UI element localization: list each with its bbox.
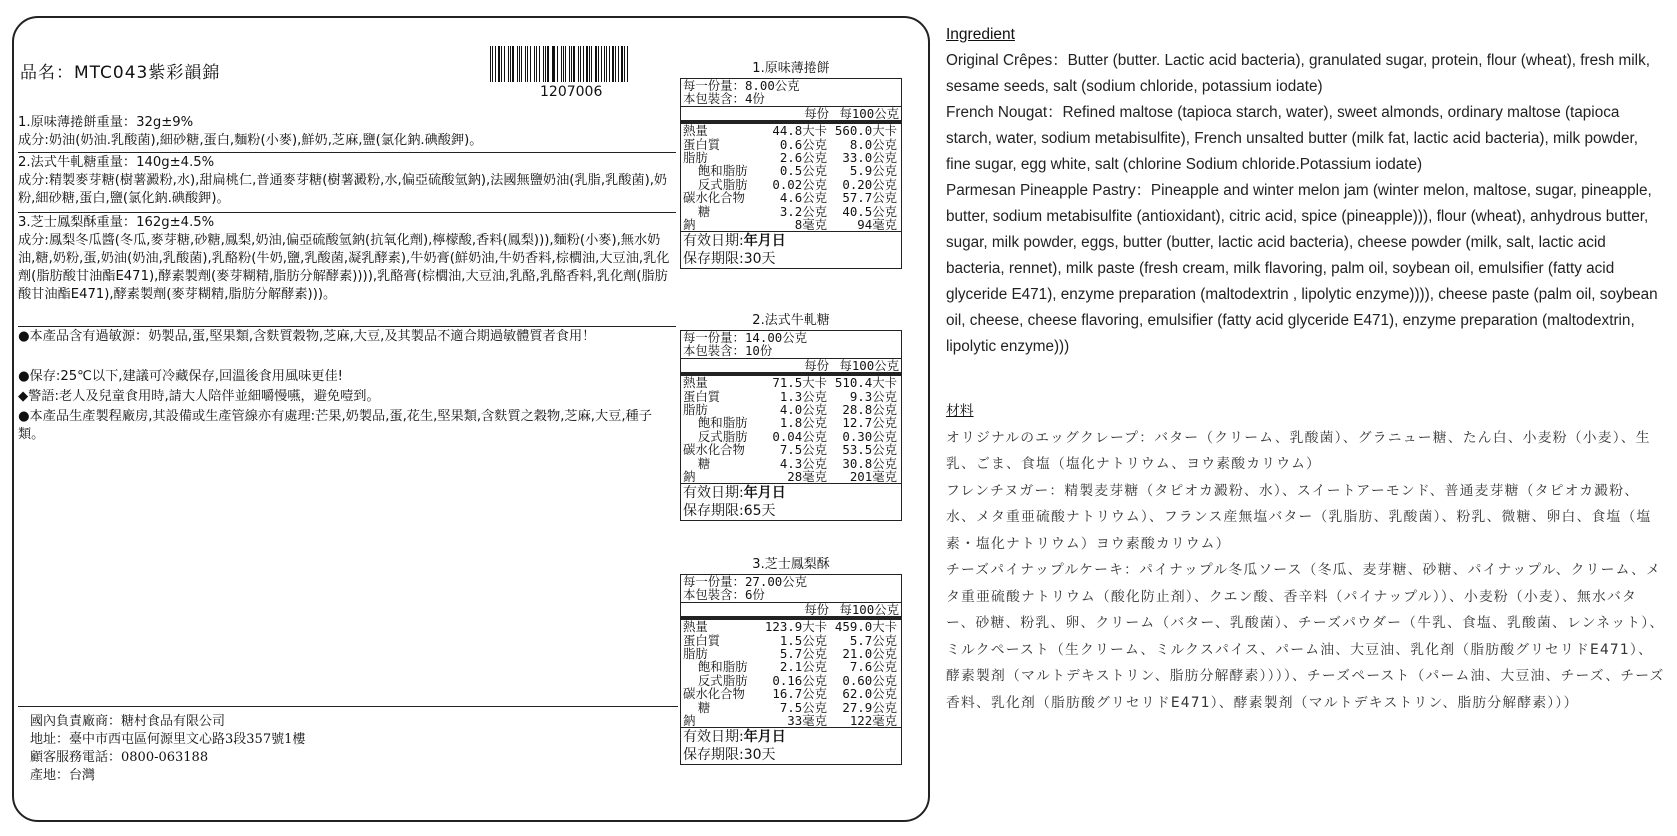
nutrient-name: 脂肪 xyxy=(683,646,708,662)
nutrient-per-serving: 2.1公克 xyxy=(779,659,827,675)
nutrient-per-100g: 21.0公克 xyxy=(842,646,897,662)
section-1-body: 成分:奶油(奶油.乳酸菌),細砂糖,蛋白,麵粉(小麥),鮮奶,芝麻,鹽(氯化鈉.碘酸鉀)。 xyxy=(18,133,483,148)
barcode-bar xyxy=(512,46,514,82)
address: 地址：臺中市西屯區何源里文心路3段357號1樓 xyxy=(30,732,306,747)
barcode-bar xyxy=(561,46,562,82)
nutrient-per-serving: 71.5大卡 xyxy=(772,375,827,391)
nutrient-per-serving: 33毫克 xyxy=(787,713,827,729)
nutrition-box-3 xyxy=(680,556,902,765)
nutrient-per-serving: 1.3公克 xyxy=(779,388,827,404)
nutrient-per-serving: 1.8公克 xyxy=(779,415,827,431)
nutrient-per-serving: 7.5公克 xyxy=(779,442,827,458)
col-per-100g: 每100公克 xyxy=(839,105,899,121)
barcode-bar xyxy=(495,46,496,82)
nutrition-table xyxy=(680,574,902,765)
nutrient-row xyxy=(681,178,901,191)
expiry-date: 有效日期:年月日 xyxy=(683,485,786,502)
nutrient-per-100g: 62.0公克 xyxy=(842,686,897,702)
nutrient-row xyxy=(681,647,901,660)
nutrient-per-serving: 8毫克 xyxy=(794,217,827,233)
barcode-bar xyxy=(609,46,610,82)
nutrient-row xyxy=(681,443,901,456)
nutrient-name: 蛋白質 xyxy=(683,136,721,152)
barcode-bar xyxy=(591,46,592,82)
servings-per-pack: 本包裝含：6份 xyxy=(683,587,765,603)
nutrient-name: 反式脂肪 xyxy=(683,176,748,192)
barcode-bar xyxy=(530,46,531,82)
divider xyxy=(18,326,676,327)
nutrient-name: 鈉 xyxy=(683,217,696,233)
shelf-life: 保存期限:65天 xyxy=(683,503,776,520)
expiry-date: 有效日期:年月日 xyxy=(683,729,786,746)
barcode-bar xyxy=(504,46,505,82)
nutrient-per-serving: 2.6公克 xyxy=(779,150,827,166)
barcode-bar xyxy=(543,46,544,82)
barcode-bar xyxy=(606,46,607,82)
nutrient-per-serving: 0.04公克 xyxy=(772,428,827,444)
nutrient-per-100g: 28.8公克 xyxy=(842,402,897,418)
barcode-bar xyxy=(571,46,572,82)
nutrient-row xyxy=(681,416,901,429)
barcode-bar xyxy=(539,46,540,82)
nutrition-title: 3.芝士鳳梨酥 xyxy=(752,557,830,572)
nutrient-per-serving: 1.5公克 xyxy=(779,632,827,648)
nutrient-name: 碳水化合物 xyxy=(683,686,745,702)
nutrient-per-100g: 7.6公克 xyxy=(849,659,897,675)
nutrient-name: 糖 xyxy=(683,203,711,219)
section-3-body: 成分:鳳梨冬瓜醬(冬瓜,麥芽糖,砂糖,鳳梨,奶油,偏亞硫酸氫鈉(抗氧化劑),檸檬酸,香料(鳳梨))),麵粉(小麥),無水奶油,糖,奶粉,蛋,奶油(奶油,乳酸菌),乳酪粉(牛奶,鹽,乳酸菌,凝乳酵素),牛奶膏(鮮奶油,牛奶香料,棕櫚油,大豆油,乳化劑(脂肪酸甘油酯E471),酵素製劑(麥芽糊精,脂肪分解酵素)))),乳酪膏(棕櫚油,大豆油,乳酪,乳酪香料,乳化劑(脂肪酸甘油酯E471),酵素製劑(麥芽糊精,脂肪分解酵素)))。 xyxy=(18,233,670,302)
barcode-bar xyxy=(508,46,509,82)
english-ingredients xyxy=(946,22,1666,360)
nutrient-row xyxy=(681,430,901,443)
nutrient-name: 蛋白質 xyxy=(683,632,721,648)
barcode-bar xyxy=(517,46,518,82)
barcode-bar xyxy=(527,46,528,82)
english-heading: Ingredient xyxy=(946,26,1015,43)
nutrient-row xyxy=(681,218,901,231)
nutrition-title: 1.原味薄捲餅 xyxy=(752,61,830,76)
barcode-bar xyxy=(589,46,590,82)
nutrient-per-serving: 44.8大卡 xyxy=(772,123,827,139)
barcode-bar xyxy=(586,46,587,82)
japanese-paragraph-crepes: オリジナルのエッグクレープ：バター（クリーム、乳酸菌）、グラニュー糖、たん白、小麦粉（小麦）、生乳、ごま、食塩（塩化ナトリウム、ヨウ素酸カリウム） xyxy=(946,429,1651,472)
nutrient-name: 糖 xyxy=(683,455,711,471)
barcode-bar xyxy=(519,46,520,82)
nutrient-per-100g: 0.60公克 xyxy=(842,672,897,688)
nutrient-per-serving: 4.3公克 xyxy=(779,455,827,471)
nutrient-per-100g: 27.9公克 xyxy=(842,699,897,715)
serving-size: 每一份量：27.00公克 xyxy=(683,574,808,589)
section-3-heading: 3.芝士鳳梨酥重量：162g±4.5% xyxy=(18,215,215,230)
nutrient-name: 反式脂肪 xyxy=(683,672,748,688)
nutrient-per-100g: 510.4大卡 xyxy=(834,375,897,391)
english-paragraph-nougat: French Nougat：Refined maltose (tapioca starch, water), sweet almonds, ordinary maltose (tapioca starch, water, sodium metabisulfite), French unsalted butter (milk fat, lactic acid bacteria), milk powder, fine sugar, egg white, salt (chlorine Sodium chloride.Potassium iodate) xyxy=(946,104,1639,173)
nutrient-row xyxy=(681,138,901,151)
nutrient-row xyxy=(681,714,901,727)
nutrient-row xyxy=(681,151,901,164)
barcode-bar xyxy=(501,46,502,82)
nutrient-row xyxy=(681,701,901,714)
nutrient-per-100g: 57.7公克 xyxy=(842,190,897,206)
expiry-date: 有效日期:年月日 xyxy=(683,233,786,250)
english-paragraph-crepes: Original Crêpes：Butter (butter. Lactic acid bacteria), granulated sugar, protein, flour (wheat), fresh milk, sesame seeds, salt (sodium chloride, potassium iodate) xyxy=(946,52,1650,95)
barcode-bar xyxy=(595,46,597,82)
nutrient-row xyxy=(681,191,901,204)
nutrient-name: 碳水化合物 xyxy=(683,442,745,458)
nutrient-row xyxy=(681,457,901,470)
nutrient-row xyxy=(681,376,901,389)
barcode-bar xyxy=(521,46,522,82)
barcode-bar xyxy=(525,46,526,82)
allergen-note: ●本產品含有過敏源：奶製品,蛋,堅果類,含麩質穀物,芝麻,大豆,及其製品不適合期過敏體質者食用！ xyxy=(18,329,596,344)
serving-size: 每一份量：8.00公克 xyxy=(683,78,800,93)
nutrient-per-serving: 7.5公克 xyxy=(779,699,827,715)
japanese-paragraph-nougat: フレンチヌガー：精製麦芽糖（タピオカ澱粉、水）、スイートアーモンド、普通麦芽糖（タピオカ澱粉、水、メタ重亜硫酸ナトリウム）、フランス産無塩バター（乳脂肪、乳酸菌）、粉乳、微糖、卵白、食塩（塩素・塩化ナトリウム）ヨウ素酸カリウム） xyxy=(946,482,1652,552)
nutrient-name: 飽和脂肪 xyxy=(683,163,748,179)
barcode-bar xyxy=(618,46,619,82)
japanese-ingredients xyxy=(946,398,1666,716)
nutrient-per-100g: 9.3公克 xyxy=(849,388,897,404)
nutrient-per-100g: 30.8公克 xyxy=(842,455,897,471)
nutrient-row xyxy=(681,390,901,403)
warning-note: ◆警語:老人及兒童食用時,請大人陪伴並細嚼慢嚥，避免噎到。 xyxy=(18,389,380,404)
servings-per-pack: 本包裝含：4份 xyxy=(683,91,765,107)
nutrient-per-serving: 3.2公克 xyxy=(779,203,827,219)
nutrient-row xyxy=(681,403,901,416)
barcode-bar xyxy=(615,46,616,82)
barcode-bar xyxy=(553,46,555,82)
english-paragraph-pastry: Parmesan Pineapple Pastry：Pineapple and winter melon jam (winter melon, maltose, sugar, pineapple, butter, sodium metabisulfite (antioxidant), citric acid, spice (pineapple))), flour (wheat), anhydrous butter, sugar, milk powder, eggs, butter (butter, lactic acid bacteria), cheese powder (milk, salt, lactic acid bacteria, rennet), milk paste (fresh cream, milk flavoring, palm oil, soybean oil, emulsifier (fatty acid glyceride E471), enzyme preparation (maltodextrin , lipolytic enzyme)))), cheese paste (palm oil, soybean oil, cheese, cheese flavoring, emulsifier (fatty acid glyceride E471), enzyme preparation (maltodextrin, lipolytic enzyme))) xyxy=(946,182,1658,355)
section-2-body: 成分:精製麥芽糖(樹薯澱粉,水),甜扁桃仁,普通麥芽糖(樹薯澱粉,水,偏亞硫酸氫鈉),法國無鹽奶油(乳脂,乳酸菌),奶粉,細砂糖,蛋白,鹽(氯化鈉.碘酸鉀)。 xyxy=(18,173,668,206)
nutrient-name: 碳水化合物 xyxy=(683,190,745,206)
nutrient-row xyxy=(681,124,901,137)
col-per-serving: 每份 xyxy=(804,357,829,373)
nutrient-per-100g: 53.5公克 xyxy=(842,442,897,458)
divider xyxy=(18,152,676,153)
barcode-number: 1207006 xyxy=(540,84,603,100)
manufacturer: 國內負責廠商：糖村食品有限公司 xyxy=(30,714,226,729)
nutrient-per-100g: 33.0公克 xyxy=(842,150,897,166)
barcode-bar xyxy=(490,46,491,82)
nutrient-name: 糖 xyxy=(683,699,711,715)
japanese-heading: 材料 xyxy=(946,403,974,418)
barcode-bar xyxy=(563,46,564,82)
nutrient-per-100g: 459.0大卡 xyxy=(834,619,897,635)
nutrient-per-100g: 5.7公克 xyxy=(849,632,897,648)
column-headers xyxy=(681,358,901,372)
col-per-serving: 每份 xyxy=(804,105,829,121)
nutrient-row xyxy=(681,164,901,177)
nutrient-per-100g: 201毫克 xyxy=(849,469,897,485)
nutrient-per-serving: 0.16公克 xyxy=(772,672,827,688)
nutrient-per-serving: 123.9大卡 xyxy=(764,619,827,635)
nutrition-table xyxy=(680,78,902,269)
nutrient-per-100g: 5.9公克 xyxy=(849,163,897,179)
facility-note: ●本產品生產製程廠房,其設備或生產管線亦有處理:芒果,奶製品,蛋,花生,堅果類,含麩質之穀物,芝麻,大豆,種子類。 xyxy=(18,409,652,442)
column-headers xyxy=(681,602,901,616)
barcode-bar xyxy=(601,46,602,82)
nutrient-name: 熱量 xyxy=(683,619,708,635)
nutrient-per-100g: 94毫克 xyxy=(857,217,897,233)
nutrient-name: 鈉 xyxy=(683,713,696,729)
barcode-bar xyxy=(534,46,536,82)
section-2-heading: 2.法式牛軋糖重量：140g±4.5% xyxy=(18,155,215,170)
divider xyxy=(18,212,676,213)
nutrient-per-serving: 4.0公克 xyxy=(779,402,827,418)
col-per-100g: 每100公克 xyxy=(839,357,899,373)
nutrient-name: 蛋白質 xyxy=(683,388,721,404)
barcode-bar xyxy=(624,46,625,82)
barcode-bar xyxy=(612,46,613,82)
barcode-bar xyxy=(604,46,605,82)
nutrient-per-100g: 12.7公克 xyxy=(842,415,897,431)
nutrient-per-serving: 5.7公克 xyxy=(779,646,827,662)
nutrient-name: 脂肪 xyxy=(683,402,708,418)
nutrient-per-serving: 4.6公克 xyxy=(779,190,827,206)
nutrient-name: 飽和脂肪 xyxy=(683,659,748,675)
barcode-bar xyxy=(557,46,558,82)
nutrient-name: 熱量 xyxy=(683,375,708,391)
nutrient-row xyxy=(681,660,901,673)
col-per-100g: 每100公克 xyxy=(839,601,899,617)
nutrient-per-100g: 560.0大卡 xyxy=(834,123,897,139)
nutrition-box-1 xyxy=(680,60,902,269)
servings-per-pack: 本包裝含：10份 xyxy=(683,343,773,359)
barcode-bar xyxy=(547,46,548,82)
nutrition-title: 2.法式牛軋糖 xyxy=(752,313,830,328)
nutrient-name: 脂肪 xyxy=(683,150,708,166)
nutrient-row xyxy=(681,687,901,700)
footer-divider xyxy=(18,706,678,707)
nutrition-table xyxy=(680,330,902,521)
section-1-heading: 1.原味薄捲餅重量：32g±9% xyxy=(18,115,194,130)
nutrient-row xyxy=(681,674,901,687)
nutrient-row xyxy=(681,620,901,633)
nutrient-per-serving: 0.02公克 xyxy=(772,176,827,192)
nutrient-row xyxy=(681,634,901,647)
barcode-bar xyxy=(510,46,511,82)
product-name: 品名：MTC043紫彩韻錦 xyxy=(20,63,221,83)
barcode-bar xyxy=(598,46,599,82)
nutrient-per-100g: 0.20公克 xyxy=(842,176,897,192)
barcode-bar xyxy=(498,46,500,82)
nutrient-per-serving: 16.7公克 xyxy=(772,686,827,702)
barcode-bar xyxy=(569,46,570,82)
barcode-bar xyxy=(573,46,575,82)
japanese-paragraph-pastry: チーズパイナップルケーキ：パイナップル冬瓜ソース（冬瓜、麦芽糖、砂糖、パイナップル、クリーム、メタ重亜硫酸ナトリウム（酸化防止剤）、クエン酸、香辛料（パイナップル））、小麦粉（小麦）、無水バター、砂糖、粉乳、卵、クリーム（バター、乳酸菌）、チーズパウダー（牛乳、食塩、乳酸菌、レンネット）、ミルクペースト（生クリーム、ミルクスパイス、パーム油、大豆油、乳化剤（脂肪酸グリセリドE471）、酵素製剤（マルトデキストリン、脂肪分解酵素））））、チーズペースト（パーム油、大豆油、チーズ、チーズ香料、乳化剤（脂肪酸グリセリドE471）、酵素製剤（マルトデキストリン、脂肪分解酵素））） xyxy=(946,562,1665,711)
nutrient-per-100g: 40.5公克 xyxy=(842,203,897,219)
nutrient-per-100g: 122毫克 xyxy=(849,713,897,729)
barcode-bar xyxy=(580,46,581,82)
nutrient-per-serving: 0.6公克 xyxy=(779,136,827,152)
storage-note: ●保存:25℃以下,建議可冷藏保存,回溫後食用風味更佳! xyxy=(18,369,343,384)
barcode-bar xyxy=(627,46,628,82)
nutrient-row xyxy=(681,205,901,218)
nutrient-per-100g: 8.0公克 xyxy=(849,136,897,152)
barcode-bar xyxy=(565,46,566,82)
origin: 產地：台灣 xyxy=(30,768,96,783)
barcode-bar xyxy=(621,46,623,82)
barcode-bar xyxy=(583,46,584,82)
column-headers xyxy=(681,106,901,120)
nutrient-per-serving: 0.5公克 xyxy=(779,163,827,179)
nutrient-name: 熱量 xyxy=(683,123,708,139)
barcode xyxy=(490,46,630,82)
customer-hotline: 顧客服務電話：0800-063188 xyxy=(30,750,209,765)
nutrition-box-2 xyxy=(680,312,902,521)
shelf-life: 保存期限:30天 xyxy=(683,747,776,764)
nutrient-per-serving: 28毫克 xyxy=(787,469,827,485)
nutrient-name: 鈉 xyxy=(683,469,696,485)
footer xyxy=(30,713,305,785)
barcode-bar xyxy=(552,46,553,82)
barcode-bar xyxy=(545,46,546,82)
col-per-serving: 每份 xyxy=(804,601,829,617)
nutrient-name: 反式脂肪 xyxy=(683,428,748,444)
shelf-life: 保存期限:30天 xyxy=(683,251,776,268)
barcode-bar xyxy=(578,46,579,82)
nutrient-per-100g: 0.30公克 xyxy=(842,428,897,444)
nutrient-row xyxy=(681,470,901,483)
barcode-bar xyxy=(492,46,493,82)
barcode-bar xyxy=(536,46,537,82)
nutrient-name: 飽和脂肪 xyxy=(683,415,748,431)
serving-size: 每一份量：14.00公克 xyxy=(683,330,808,345)
